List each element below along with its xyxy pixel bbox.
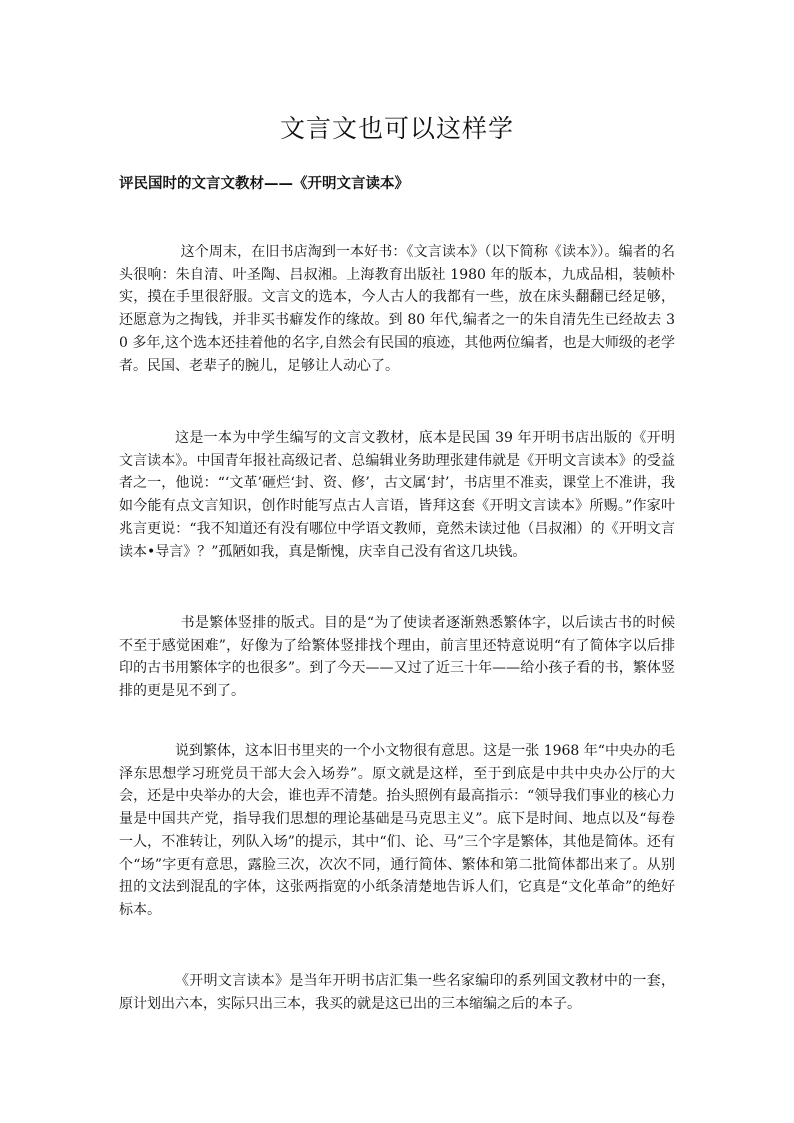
document-subtitle: 评民国时的文言文教材——《开明文言读本》 [119,176,409,192]
paragraph: 这个周末，在旧书店淘到一本好书：《文言读本》（以下简称《读本》）。编者的名头很响：朱自清、叶圣陶、吕叔湘。上海教育出版社 1980 年的版本，九成品相，装帧朴实，摸在手里很舒服。文言文的选本，今人古人的我都有一些，放在床头翻翻已经足够，还愿意为之掏钱，并非买书癖发作的缘故。到 80 年代,编者之一的朱自清先生已经故去 30 多年,这个选本还挂着他的名字,自然会有民国的痕迹，其他两位编者，也是大师级的老学者。民国、老辈子的腕儿，足够让人动心了。 [119,244,675,374]
paragraph: 书是繁体竖排的版式。目的是“为了使读者逐渐熟悉繁体字，以后读古书的时候不至于感觉困难”，好像为了给繁体竖排找个理由，前言里还特意说明“有了简体字以后排印的古书用繁体字的也很多”。到了今天——又过了近三十年——给小孩子看的书，繁体竖排的更是见不到了。 [119,615,675,700]
document-title: 文言文也可以这样学 [279,114,514,143]
paragraph: 《开明文言读本》是当年开明书店汇集一些名家编印的系列国文教材中的一套，原计划出六本，实际只出三本，我买的就是这已出的三本缩编之后的本子。 [119,973,675,1012]
paragraph: 说到繁体，这本旧书里夹的一个小文物很有意思。这是一张 1968 年“中央办的毛泽东思想学习班党员干部大会入场券”。原文就是这样，至于到底是中共中央办公厅的大会，还是中央举办的大会，谁也弄不清楚。抬头照例有最高指示：“领导我们事业的核心力量是中国共产党，指导我们思想的理论基础是马克思主义”。底下是时间、地点以及“每卷一人，不准转让，列队入场”的提示，其中“们、论、马”三个字是繁体，其他是简体。还有个“场”字更有意思，露脸三次，次次不同，通行简体、繁体和第二批简体都出来了。从别扭的文法到混乱的字体，这张两指宽的小纸条清楚地告诉人们，它真是“文化革命”的绝好标本。 [119,743,675,918]
paragraph: 这是一本为中学生编写的文言文教材，底本是民国 39 年开明书店出版的《开明文言读本》。中国青年报社高级记者、总编辑业务助理张建伟就是《开明文言读本》的受益者之一，他说：“‘文革’砸烂‘封、资、修’，古文属‘封’，书店里不准卖，课堂上不准讲，我如今能有点文言知识，创作时能写点古人言语，皆拜这套《开明文言读本》所赐。”作家叶兆言更说：“我不知道还有没有哪位中学语文教师，竟然未读过他（吕叔湘）的《开明文言读本•导言》？”孤陋如我，真是惭愧，庆幸自己没有省这几块钱。 [119,430,675,560]
